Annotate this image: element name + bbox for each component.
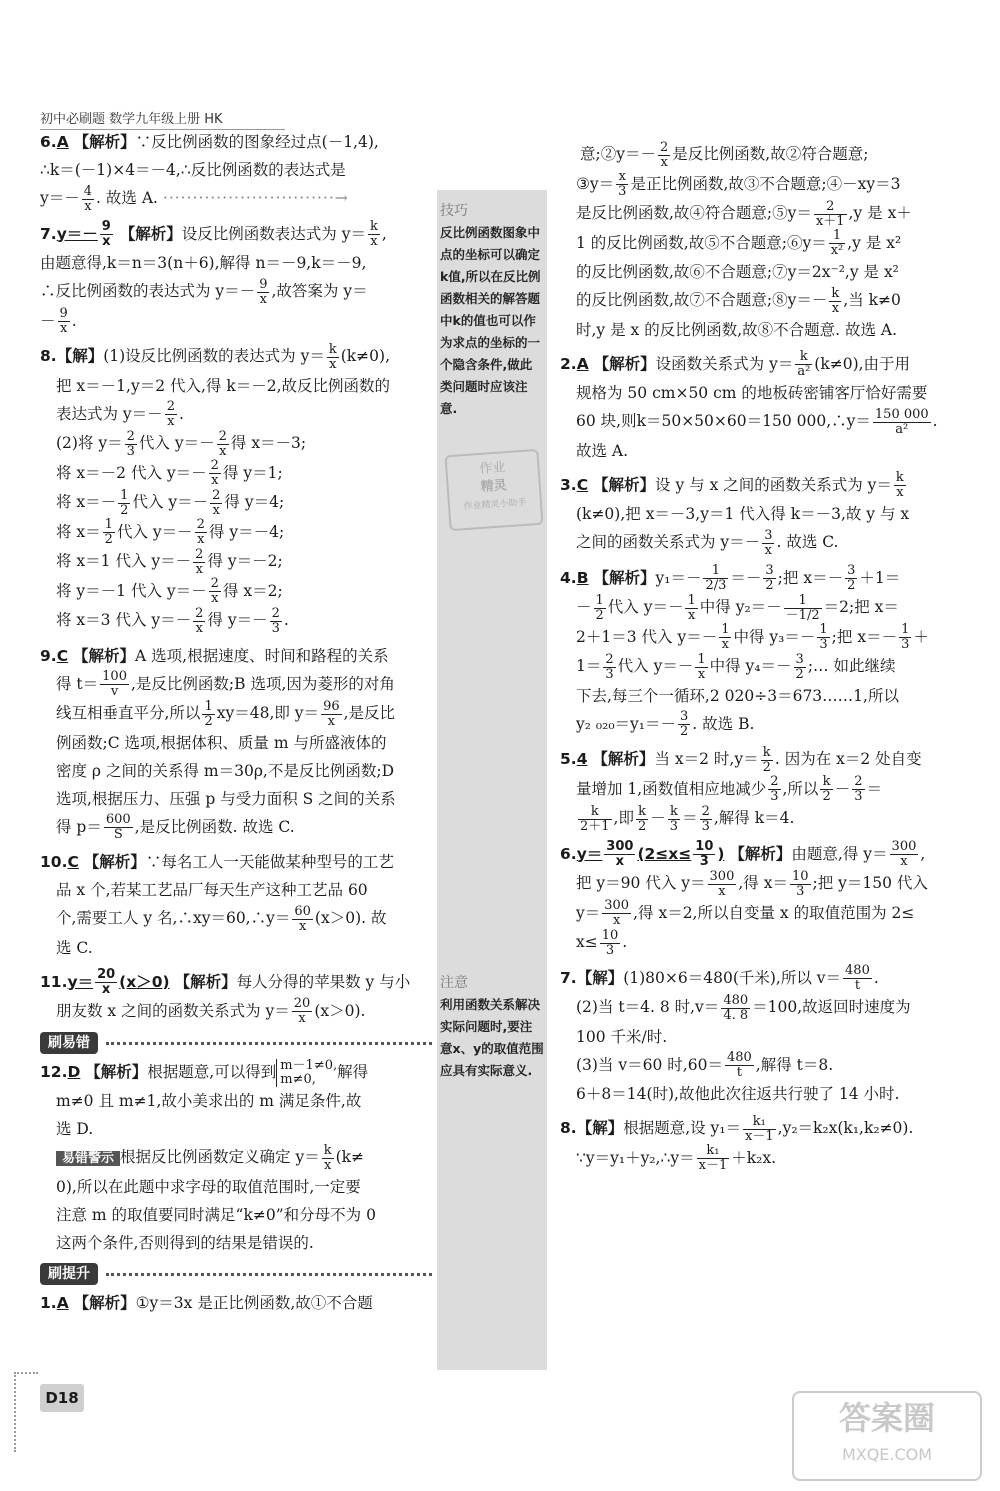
tip-note-technique <box>440 200 544 420</box>
watermark-logo: 答案圈 MXQE.COM <box>792 1391 982 1481</box>
left-column <box>40 128 432 1323</box>
question-4: 4.B 【解析】y₁＝－ $\frac{1}{2/3}$ ＝－ $\frac{3}{2}$ ;把 x＝－ $\frac{3}{2}$ ＋1＝ － $\frac{1}{2}$ 代入 y＝－ $\frac{1}{x}$ 中得 y₂＝－ $\frac{1}{-1/2}$ ＝2;把 x＝ 2＋1＝3 代入 y＝－ $\frac{1}{x}$ 中得 y₃＝－ $\frac{1}{3}$ ;把 x＝－ $\frac{1}{3}$ ＋ 1＝ $\frac{2}{3}$ 代入 y＝－ $\frac{1}{x}$ 中得 y₄＝－ $\frac{3}{2}$ ;… 如此继续 下去,每三个一循环,2 020÷3＝673……1,所以 y₂ ₀₂₀＝y₁＝－ $\frac{3}{2}$ . 故选 B. <box>560 563 929 739</box>
corner-decoration <box>14 1372 38 1452</box>
tip-note-attention <box>440 972 544 1082</box>
question-1: 1.A 【解析】①y＝3x 是正比例函数,故①不合题 <box>40 1294 373 1312</box>
right-column <box>560 140 960 1179</box>
question-6: 6.A 【解析】∵反比例函数的图象经过点(－1,4), ∴k＝(－1)×4＝－4,∴反比例函数的表达式是 y＝－ $\frac{4}{x}$ . 故选 A. ·····························→ <box>40 133 379 214</box>
question-1-continued: 意;②y＝－ $\frac{2}{x}$ 是反比例函数,故②符合题意; ③y＝ $\frac{x}{3}$ 是正比例函数,故③不合题意;④－xy＝3 是反比例函数,故④符合题意;⑤y＝ $\frac{2}{x+1}$ ,y 是 x＋ 1 的反比例函数,故⑤不合题意;⑥y＝ $\frac{1}{\text{x²}}$ ,y 是 x² 的反比例函数,故⑥不合题意;⑦y＝2x⁻²,y 是 x² 的反比例函数,故⑦不合题意;⑧y＝－ $\frac{k}{x}$ ,当 k≠0 时,y 是 x 的反比例函数,故⑧不合题意. 故选 A. <box>576 139 912 339</box>
question-8: 8.【解】(1)设反比例函数的表达式为 y＝ $\frac{k}{x}$ (k≠0), 把 x＝－1,y＝2 代入,得 k＝－2,故反比例函数的 表达式为 y＝－ $\frac{2}{x}$ . (2)将 y＝ $\frac{2}{3}$ 代入 y＝－ $\frac{2}{x}$ 得 x＝－3; 将 x＝－2 代入 y＝－ $\frac{2}{x}$ 得 y＝1; 将 x＝－ $\frac{1}{2}$ 代入 y＝－ $\frac{2}{x}$ 得 y＝4; 将 x＝ $\frac{1}{2}$ 代入 y＝－ $\frac{2}{x}$ 得 y＝－4; 将 x＝1 代入 y＝－ $\frac{2}{x}$ 得 y＝－2; 将 y＝－1 代入 y＝－ $\frac{2}{x}$ 得 x＝2; 将 x＝3 代入 y＝－ $\frac{2}{x}$ 得 y＝－ $\frac{2}{3}$ . <box>40 341 391 636</box>
page-header: 初中必刷题 数学九年级上册 HK <box>40 104 285 130</box>
stamp-logo: 作业 精灵 作业精灵小助手 <box>444 449 543 531</box>
question-2: 2.A 【解析】设函数关系式为 y＝ $\frac{k}{\text{a²}}$ (k≠0),由于用 规格为 50 cm×50 cm 的地板砖密铺客厅恰好需要 60 块,则k＝50×50×60＝150 000,∴y＝ $\frac{150 000}{\text{a²}}$ . 故选 A. <box>560 349 938 460</box>
question-12: 12.D 【解析】根据题意,可以得到 m－1≠0, m≠0, 解得 m≠0 且 m≠1,故小美求出的 m 满足条件,故 选 D. 易错警示 根据反比例函数定义确定 y＝ $\frac{k}{x}$ (k≠ 0),所以在此题中求字母的取值范围时,一定要 注意 m 的取值要同时满足“k≠0”和分母不为 0 这两个条件,否则得到的结果是错误的. <box>40 1058 376 1252</box>
section-banner-common-errors: 刷易错 <box>40 1032 432 1054</box>
tip-title: 技巧 <box>440 203 468 219</box>
question-6-right: 6.y＝ $\frac{300}{x}$ (2≤x≤ $\frac{10}{3}$ ) 【解析】由题意,得 y＝ $\frac{300}{x}$ , 把 y＝90 代入 y＝ $\frac{300}{x}$ ,得 x＝ $\frac{10}{3}$ ;把 y＝150 代入 y＝ $\frac{300}{x}$ ,得 x＝2,所以自变量 x 的取值范围为 2≤ x≤ $\frac{10}{3}$ . <box>560 838 928 958</box>
question-5: 5.4 【解析】当 x＝2 时,y＝ $\frac{k}{2}$ . 因为在 x＝2 处自变 量增加 1,函数值相应地减少 $\frac{2}{3}$ ,所以 $\frac{k}{2}$ － $\frac{2}{3}$ ＝ $\frac{k}{2+1}$ ,即 $\frac{k}{2}$ － $\frac{k}{3}$ ＝ $\frac{2}{3}$ ,解得 k＝4. <box>560 744 922 834</box>
question-9: 9.C 【解析】A 选项,根据速度、时间和路程的关系 得 t＝ $\frac{100}{v}$ ,是反比例函数;B 选项,因为菱形的对角 线互相垂直平分,所以 $\frac{1}{2}$ xy＝48,即 y＝ $\frac{96}{x}$ ,是反比 例函数;C 选项,根据体积、质量 m 与所盛液体的 密度 ρ 之间的关系得 m＝30ρ,不是反比例函数;D 选项,根据压力、压强 p 与受力面积 S 之间的关系 得 p＝ $\frac{600}{S}$ ,是反比例函数. 故选 C. <box>40 646 396 842</box>
question-10: 10.C 【解析】∵每名工人一天能做某种型号的工艺 品 x 个,若某工艺品厂每天生产这种工艺品 60 个,需要工人 y 名,∴xy＝60,∴y＝ $\frac{60}{x}$ (x＞0). 故 选 C. <box>40 853 394 957</box>
question-3: 3.C 【解析】设 y 与 x 之间的函数关系式为 y＝ $\frac{k}{x}$ (k≠0),把 x＝－3,y＝1 代入得 k＝－3,故 y 与 x 之间的函数关系式为 y＝－ $\frac{3}{x}$ . 故选 C. <box>560 470 910 558</box>
section-banner-improvement: 刷提升 <box>40 1263 432 1285</box>
question-7: 7.y＝－ $\frac{9}{x}$ 【解析】设反比例函数表达式为 y＝ $\frac{k}{x}$ , 由题意得,k＝n＝3(n＋6),解得 n＝－9,k＝－9, ∴反比例函数的表达式为 y＝－ $\frac{9}{x}$ ,故答案为 y＝ － $\frac{9}{x}$ . <box>40 218 387 336</box>
warning-label: 易错警示 <box>56 1151 120 1166</box>
tip-text: 反比例函数图象中点的坐标可以确定k值,所以在反比例函数相关的解答题中k的值也可以作为求点的坐标的一个隐含条件,做此类问题时应该注意. <box>440 225 541 416</box>
tip-title: 注意 <box>440 975 468 991</box>
tip-text: 利用函数关系解决实际问题时,要注意x、y的取值范围应具有实际意义. <box>440 997 544 1078</box>
question-7-right: 7.【解】(1)80×6＝480(千米),所以 v＝ $\frac{480}{t}$ . (2)当 t＝4. 8 时,v＝ $\frac{480}{4. 8}$ ＝100,故返回时速度为 100 千米/时. (3)当 v＝60 时,60＝ $\frac{480}{t}$ ,解得 t＝8. 6＋8＝14(时),故他此次往返共行驶了 14 小时. <box>560 963 911 1103</box>
question-8-right: 8.【解】根据题意,设 y₁＝ $\frac{\text{k₁}}{x-1}$ ,y₂＝k₂x(k₁,k₂≠0). ∵y＝y₁＋y₂,∴y＝ $\frac{\text{k₁}}{x-1}$ ＋k₂x. <box>560 1113 914 1173</box>
page-number: D18 <box>40 1384 84 1412</box>
question-11: 11.y＝ $\frac{20}{x}$ (x＞0) 【解析】每人分得的苹果数 y 与小 朋友数 x 之间的函数关系式为 y＝ $\frac{20}{x}$ (x＞0). <box>40 966 411 1026</box>
